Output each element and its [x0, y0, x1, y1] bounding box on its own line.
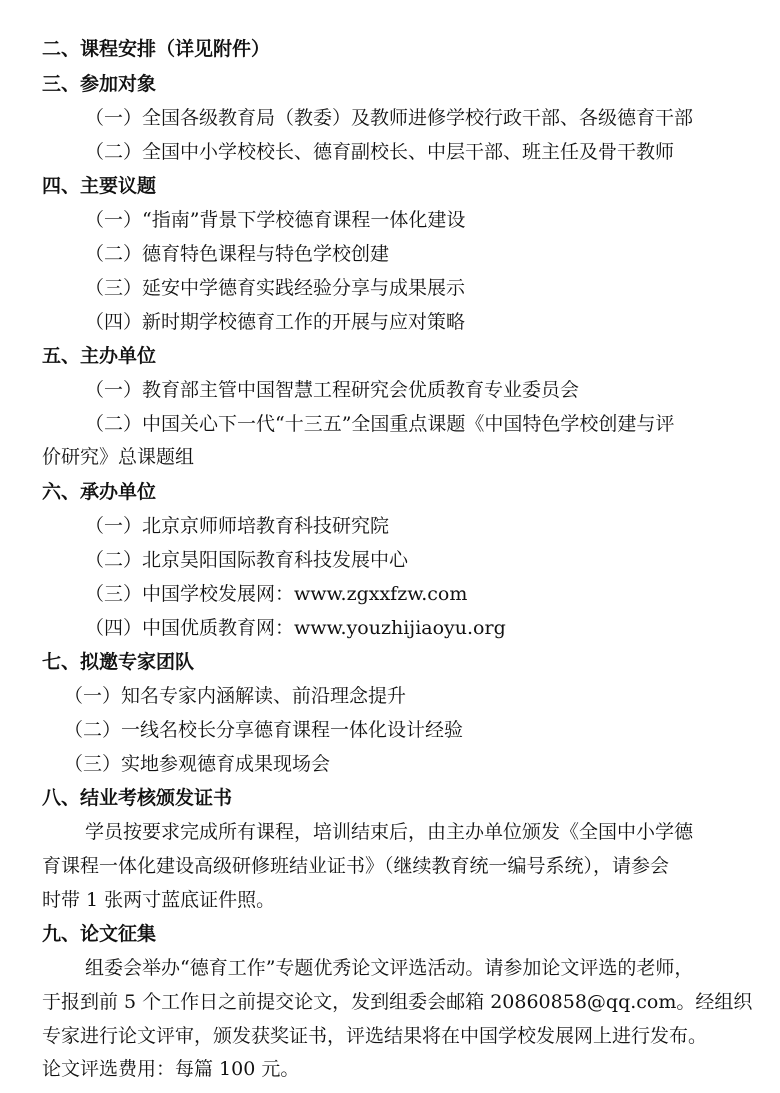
section-heading-main-topics: 四、主要议题: [42, 175, 157, 197]
paragraph-line: 时带 1 张两寸蓝底证件照。: [42, 889, 276, 911]
paragraph-line: 专家进行论文评审，颁发获奖证书，评选结果将在中国学校发展网上进行发布。: [42, 1025, 708, 1047]
list-item: （三）实地参观德育成果现场会: [64, 753, 331, 775]
section-heading-co-organizers: 六、承办单位: [42, 481, 157, 503]
paragraph-line: 学员按要求完成所有课程，培训结束后，由主办单位颁发《全国中小学德: [85, 821, 694, 843]
list-item: （二）北京昊阳国际教育科技发展中心: [85, 549, 409, 571]
list-item: （一）北京京师师培教育科技研究院: [85, 515, 390, 537]
list-item: （二）全国中小学校校长、德育副校长、中层干部、班主任及骨干教师: [85, 141, 675, 163]
list-item: （二）一线名校长分享德育课程一体化设计经验: [64, 719, 464, 741]
paragraph-line: 论文评选费用：每篇 100 元。: [42, 1058, 300, 1080]
paragraph-line: 于报到前 5 个工作日之前提交论文，发到组委会邮箱 20860858@qq.com。经组织: [42, 991, 753, 1013]
paragraph-line: 育课程一体化建设高级研修班结业证书》（继续教育统一编号系统），请参会: [42, 855, 670, 877]
section-heading-expert-team: 七、拟邀专家团队: [42, 651, 195, 673]
list-item: （一）知名专家内涵解读、前沿理念提升: [64, 685, 407, 707]
paragraph-line: 组委会举办“德育工作”专题优秀论文评选活动。请参加论文评选的老师，: [85, 957, 694, 979]
list-item-continuation: 价研究》总课题组: [42, 446, 195, 468]
list-item: （一）全国各级教育局（教委）及教师进修学校行政干部、各级德育干部: [85, 107, 694, 129]
list-item: （三）延安中学德育实践经验分享与成果展示: [85, 277, 466, 299]
list-item: （四）新时期学校德育工作的开展与应对策略: [85, 311, 466, 333]
list-item: （二）中国关心下一代“十三五”全国重点课题《中国特色学校创建与评: [85, 413, 675, 435]
list-item: （三）中国学校发展网：www.zgxxfzw.com: [85, 583, 468, 605]
section-heading-paper-call: 九、论文征集: [42, 923, 157, 945]
section-heading-certificate: 八、结业考核颁发证书: [42, 787, 233, 809]
list-item: （一）教育部主管中国智慧工程研究会优质教育专业委员会: [85, 379, 580, 401]
section-heading-participants: 三、参加对象: [42, 73, 157, 95]
section-heading-organizers: 五、主办单位: [42, 345, 157, 367]
list-item: （一）“指南”背景下学校德育课程一体化建设: [85, 209, 466, 231]
section-heading-course-schedule: 二、课程安排（详见附件）: [42, 38, 271, 60]
list-item: （四）中国优质教育网：www.youzhijiaoyu.org: [85, 617, 506, 639]
list-item: （二）德育特色课程与特色学校创建: [85, 243, 390, 265]
